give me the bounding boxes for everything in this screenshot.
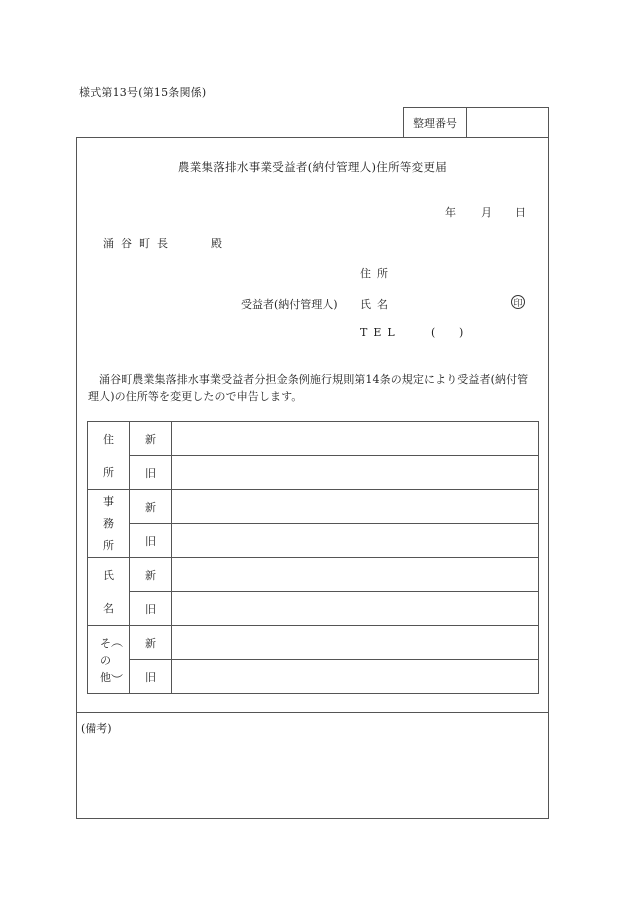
table-row (88, 660, 539, 694)
remarks-label: (備考) (81, 722, 112, 735)
category-cell (88, 422, 130, 490)
changes-table (87, 421, 539, 694)
tel-paren-open: ( (431, 326, 436, 339)
date-year-label: 年 (445, 206, 456, 219)
reference-number-label: 整理番号 (404, 108, 467, 138)
seal-char: 印 (513, 298, 523, 309)
category-cell (88, 490, 130, 558)
remarks-divider (76, 712, 549, 713)
table-row (88, 558, 539, 592)
old-label: 旧 (130, 456, 172, 490)
new-value-field[interactable] (172, 626, 539, 660)
old-value-field[interactable] (172, 456, 539, 490)
old-value-field[interactable] (172, 592, 539, 626)
form-number-label: 様式第13号(第15条関係) (79, 86, 207, 99)
declaration-text: 涌谷町農業集落排水事業受益者分担金条例施行規則第14条の規定により受益者(納付管理人)の住所等を変更したので申告します。 (88, 373, 529, 403)
old-label: 旧 (130, 524, 172, 558)
new-value-field[interactable] (172, 422, 539, 456)
category-cell (88, 626, 130, 694)
date-month-label: 月 (481, 206, 492, 219)
reference-number-box (403, 107, 549, 138)
bracket-open: ︵ (110, 634, 123, 649)
table-row (88, 456, 539, 490)
category-cell (88, 558, 130, 626)
category-char: の (100, 653, 111, 667)
date-day-label: 日 (515, 206, 526, 219)
category-char: 事 (103, 494, 114, 508)
applicant-role: 受益者(納付管理人) (241, 298, 338, 311)
applicant-address-label: 住所 (360, 267, 394, 280)
table-row (88, 592, 539, 626)
reference-number-field[interactable] (467, 108, 548, 138)
table-row (88, 626, 539, 660)
category-char: 氏 (103, 569, 114, 582)
category-char: 務 (103, 516, 114, 530)
applicant-tel-label: TEL (360, 326, 401, 339)
new-label: 新 (130, 558, 172, 592)
seal-mark (511, 295, 525, 309)
table-row (88, 524, 539, 558)
bracket-close: ︶ (110, 672, 123, 687)
tel-paren-close: ) (459, 326, 464, 339)
category-char: 他 (100, 670, 111, 684)
applicant-name-label: 氏名 (360, 298, 394, 311)
new-label: 新 (130, 422, 172, 456)
addressee-honorific: 殿 (211, 237, 222, 250)
category-char: そ (100, 636, 111, 650)
category-char: 名 (103, 602, 114, 615)
new-value-field[interactable] (172, 558, 539, 592)
category-char: 所 (103, 466, 114, 479)
old-value-field[interactable] (172, 524, 539, 558)
table-row (88, 422, 539, 456)
new-label: 新 (130, 626, 172, 660)
old-value-field[interactable] (172, 660, 539, 694)
table-row (88, 490, 539, 524)
new-label: 新 (130, 490, 172, 524)
new-value-field[interactable] (172, 490, 539, 524)
old-label: 旧 (130, 660, 172, 694)
old-label: 旧 (130, 592, 172, 626)
category-char: 所 (103, 538, 114, 552)
form-title: 農業集落排水事業受益者(納付管理人)住所等変更届 (177, 160, 448, 174)
addressee-name: 涌谷町長 (103, 237, 175, 250)
category-char: 住 (103, 433, 114, 446)
